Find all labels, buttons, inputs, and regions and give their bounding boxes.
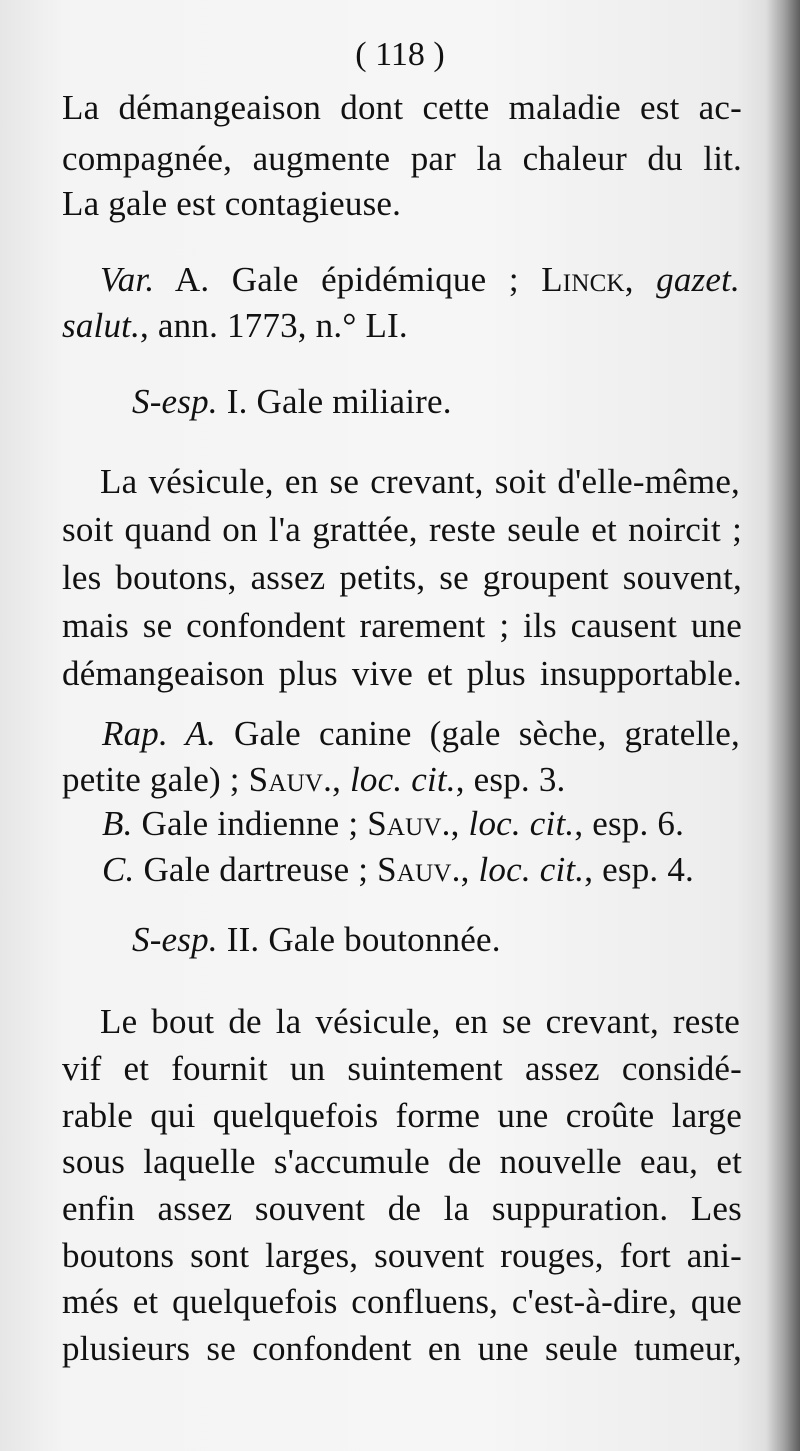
- paragraph-3-line-7: més et quelquefois confluens, c'est-à-dire, que: [62, 1282, 742, 1321]
- paragraph-2-line-1: La vésicule, en se crevant, soit d'elle-même,: [100, 462, 740, 501]
- race-b-author: Sauv.: [367, 804, 451, 843]
- race-c-label: C.: [102, 850, 135, 889]
- paragraph-3-line-8: plusieurs se confondent en une seule tumeur,: [62, 1329, 742, 1368]
- paragraph-2-line-5: démangeaison plus vive et plus insupportable.: [62, 654, 742, 693]
- paragraph-2-line-3: les boutons, assez petits, se groupent souvent,: [62, 558, 742, 597]
- paragraph-3-line-2: vif et fournit un suintement assez considé-: [62, 1049, 742, 1088]
- variety-a-reference: gazet.: [656, 260, 740, 299]
- paragraph-3-line-5: enfin assez souvent de la suppuration. Les: [62, 1189, 742, 1228]
- race-b-species: , esp. 6.: [574, 804, 685, 843]
- race-b-reference: loc. cit.: [468, 804, 575, 843]
- race-c-author: Sauv.: [377, 850, 461, 889]
- page-number: ( 118 ): [355, 36, 445, 73]
- subspecies-2-title: II. Gale boutonnée.: [226, 920, 501, 959]
- paragraph-3-line-3: rable qui quelquefois forme une croûte large: [62, 1096, 742, 1135]
- race-b-line: B. Gale indienne ; Sauv., loc. cit., esp. 6.: [102, 804, 685, 843]
- race-a-reference: loc. cit.: [349, 760, 456, 799]
- variety-a-journal: salut.: [62, 306, 141, 345]
- variety-label: Var.: [100, 260, 155, 299]
- race-a-species: , esp. 3.: [455, 760, 566, 799]
- race-a-continued: petite gale) ;: [62, 760, 240, 799]
- subspecies-1-heading: [132, 382, 800, 422]
- paragraph-2-line-4: mais se confondent rarement ; ils causent une: [62, 606, 742, 645]
- paragraph-3-line-1: Le bout de la vésicule, en se crevant, reste: [100, 1002, 740, 1041]
- race-a-line-2: petite gale) ; Sauv., loc. cit., esp. 3.: [62, 760, 566, 799]
- variety-a-line-2: [62, 306, 742, 346]
- paragraph-2-line-2: soit quand on l'a grattée, reste seule et noircit ;: [62, 510, 742, 549]
- subspecies-1-title: I. Gale miliaire.: [226, 382, 452, 421]
- subspecies-2-label: S-esp.: [132, 920, 218, 959]
- race-c-text: Gale dartreuse ;: [143, 850, 369, 889]
- paragraph-3-line-4: sous laquelle s'accumule de nouvelle eau, et: [62, 1142, 742, 1181]
- race-a-author: Sauv.: [248, 760, 333, 799]
- race-a-text: Gale canine (gale sèche, gratelle,: [234, 714, 740, 753]
- paragraph-1-line-2: compagnée, augmente par la chaleur du lit.: [62, 139, 742, 178]
- variety-a-text: A. Gale épidémique ;: [174, 260, 519, 299]
- paragraph-3-line-6: boutons sont larges, souvent rouges, fort ani-: [62, 1236, 742, 1275]
- subspecies-1-label: S-esp.: [132, 382, 218, 421]
- race-a-label: Rap. A.: [102, 714, 216, 753]
- variety-a-author: Linck: [541, 260, 625, 299]
- variety-a-line-1: Var. A. Gale épidémique ; Linck, gazet.: [100, 260, 740, 299]
- race-c-reference: loc. cit.: [478, 850, 585, 889]
- race-a-line-1: [102, 714, 740, 754]
- paragraph-1-line-3: La gale est contagieuse.: [62, 184, 402, 223]
- race-b-text: Gale indienne ;: [141, 804, 359, 843]
- race-c-line: C. Gale dartreuse ; Sauv., loc. cit., esp. 4.: [102, 850, 694, 889]
- variety-a-citation: , ann. 1773, n.° LI.: [140, 306, 408, 345]
- subspecies-2-heading: [132, 920, 800, 960]
- race-b-label: B.: [102, 804, 133, 843]
- race-c-species: , esp. 4.: [584, 850, 694, 889]
- paragraph-1-line-1: La démangeaison dont cette maladie est ac-: [62, 88, 742, 127]
